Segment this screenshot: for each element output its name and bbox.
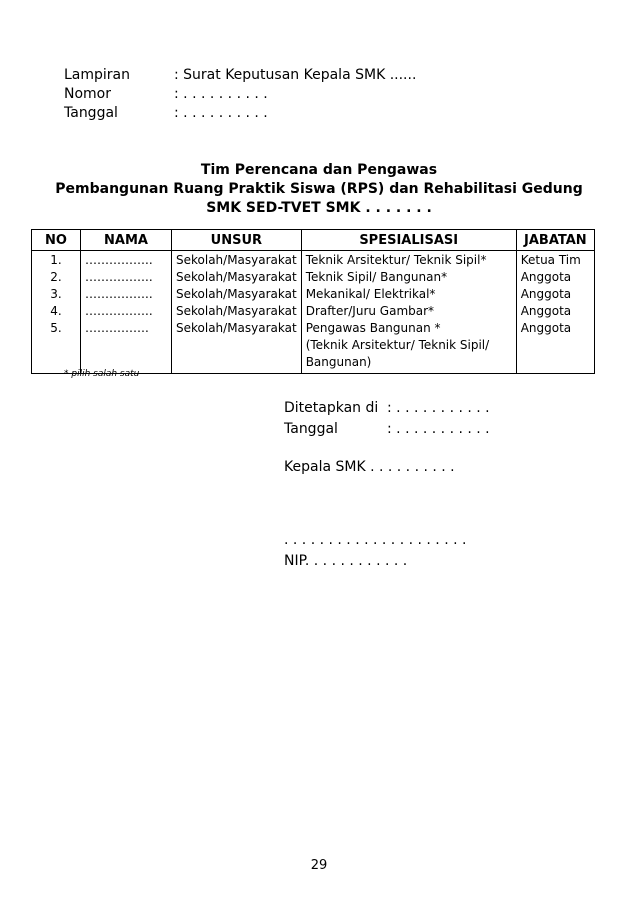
- no-item: 1.: [50, 253, 62, 267]
- spesialisasi-item: Pengawas Bangunan *: [305, 321, 441, 335]
- nama-item: ……………..: [85, 270, 153, 284]
- jabatan-item: Anggota: [520, 321, 572, 335]
- no-item: 4.: [50, 304, 62, 318]
- jabatan-item: Ketua Tim: [520, 253, 581, 267]
- ditetapkan-value: : . . . . . . . . . . .: [387, 400, 490, 416]
- table-header-row: [32, 230, 595, 251]
- spesialisasi-item: Teknik Sipil/ Bangunan*: [305, 270, 448, 284]
- footnote: * pilih salah satu: [64, 369, 140, 379]
- team-table: [31, 229, 595, 374]
- tanggal-value: : . . . . . . . . . .: [174, 105, 268, 121]
- header-block: [64, 66, 416, 123]
- jabatan-item: Anggota: [520, 270, 572, 284]
- nama-item: ……………..: [85, 253, 153, 267]
- header-row-nomor: [64, 85, 416, 104]
- title-line-3: SMK SED-TVET SMK . . . . . . .: [206, 200, 432, 216]
- header-no: NO: [32, 230, 81, 251]
- tanggal-sign-label: Tanggal: [284, 421, 338, 437]
- tanggal-sign-value: : . . . . . . . . . . .: [387, 421, 490, 437]
- tanggal-label: Tanggal: [64, 105, 118, 121]
- kepala-smk: Kepala SMK . . . . . . . . . .: [284, 459, 455, 475]
- nama-item: …………….: [85, 321, 149, 335]
- jabatan-item: Anggota: [520, 304, 572, 318]
- tanggal-sign-row: [284, 419, 490, 440]
- nama-cell: [81, 251, 172, 374]
- spesialisasi-item: Drafter/Juru Gambar*: [305, 304, 435, 318]
- unsur-item: Sekolah/Masyarakat: [176, 270, 297, 284]
- ditetapkan-label: Ditetapkan di: [284, 400, 379, 416]
- title-line-2: Pembangunan Ruang Praktik Siswa (RPS) dan Rehabilitasi Gedung: [55, 181, 583, 197]
- unsur-cell: [172, 251, 302, 374]
- title-line-1: Tim Perencana dan Pengawas: [200, 162, 438, 178]
- table-row: [32, 251, 595, 374]
- spesialisasi-cell: [301, 251, 516, 374]
- header-spesialisasi: SPESIALISASI: [301, 230, 516, 251]
- spesialisasi-item: Teknik Arsitektur/ Teknik Sipil*: [305, 253, 487, 267]
- lampiran-value: : Surat Keputusan Kepala SMK ......: [174, 67, 417, 83]
- header-nama: NAMA: [81, 230, 172, 251]
- header-unsur: UNSUR: [172, 230, 302, 251]
- nama-item: ……………..: [85, 304, 153, 318]
- header-jabatan: JABATAN: [516, 230, 594, 251]
- header-row-tanggal: [64, 104, 416, 123]
- no-item: 3.: [50, 287, 62, 301]
- unsur-item: Sekolah/Masyarakat: [176, 321, 297, 335]
- document-title: [30, 161, 608, 218]
- no-item: 2.: [50, 270, 62, 284]
- signature-block: [284, 398, 490, 572]
- nama-item: ……………..: [85, 287, 153, 301]
- jabatan-item: Anggota: [520, 287, 572, 301]
- nomor-value: : . . . . . . . . . .: [174, 86, 268, 102]
- spesialisasi-item: (Teknik Arsitektur/ Teknik Sipil/: [305, 338, 490, 352]
- unsur-item: Sekolah/Masyarakat: [176, 304, 297, 318]
- no-cell: [32, 251, 81, 374]
- jabatan-cell: [516, 251, 594, 374]
- ditetapkan-row: [284, 398, 490, 419]
- page-number: 29: [310, 858, 328, 873]
- nomor-label: Nomor: [64, 86, 111, 102]
- spesialisasi-item: Bangunan): [305, 355, 372, 369]
- header-row-lampiran: [64, 66, 416, 85]
- spesialisasi-item: Mekanikal/ Elektrikal*: [305, 287, 436, 301]
- lampiran-label: Lampiran: [64, 67, 131, 83]
- signer-name-line: . . . . . . . . . . . . . . . . . . . . .: [284, 532, 467, 548]
- unsur-item: Sekolah/Masyarakat: [176, 287, 297, 301]
- no-item: 5.: [50, 321, 62, 335]
- nip-line: NIP. . . . . . . . . . . .: [284, 553, 408, 569]
- unsur-item: Sekolah/Masyarakat: [176, 253, 297, 267]
